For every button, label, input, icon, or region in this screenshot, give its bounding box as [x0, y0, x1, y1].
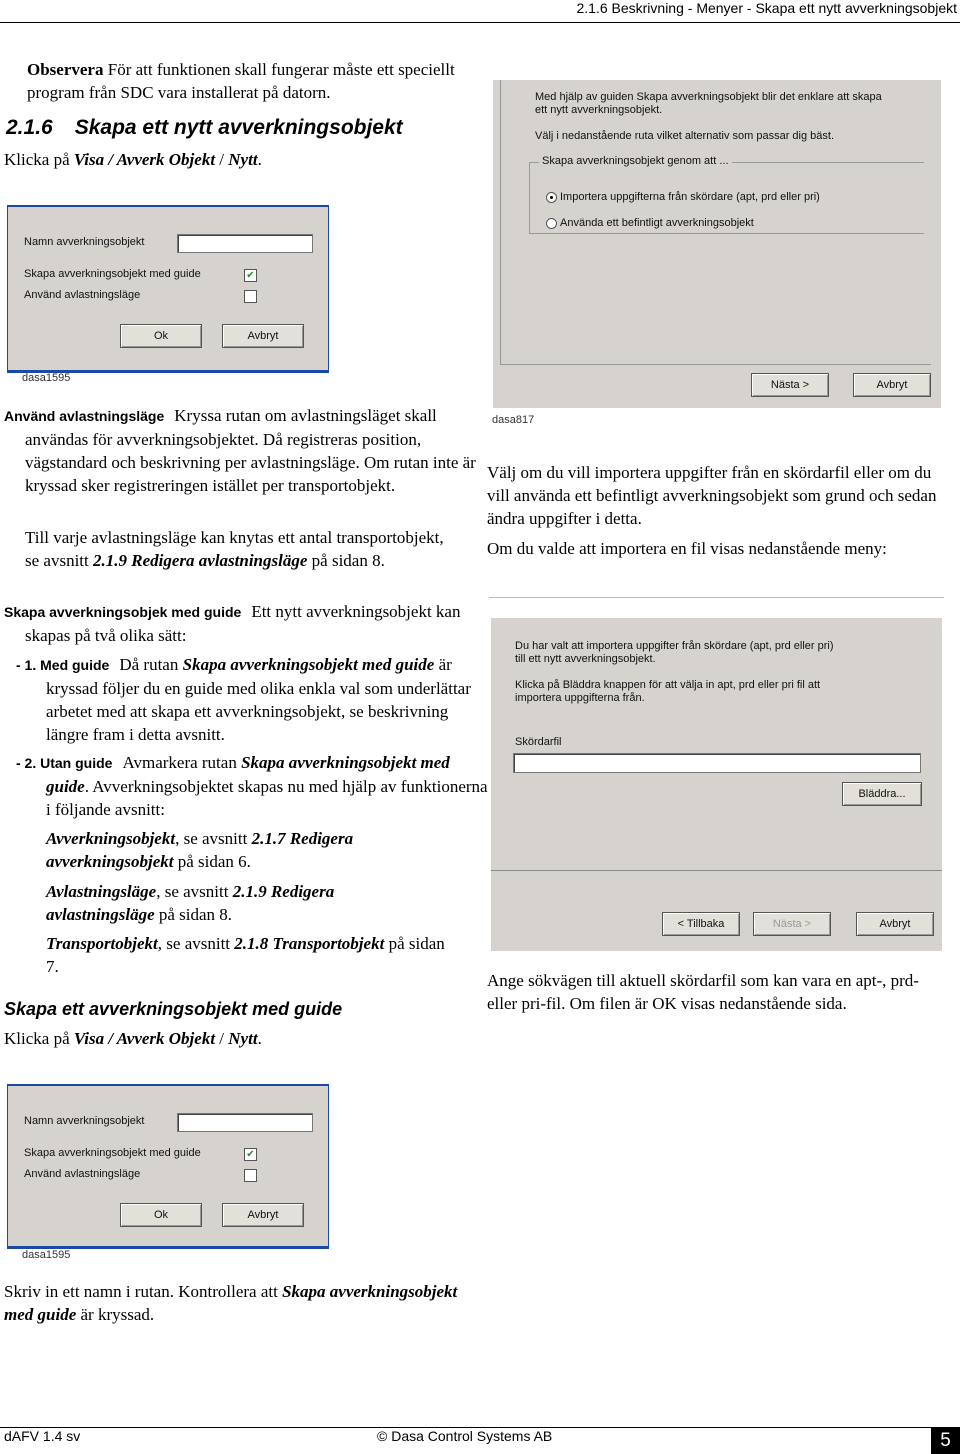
cancel-button[interactable]: Avbryt	[222, 324, 304, 348]
link-pre: Till varje avlastningsläge kan knytas ett antal transportobjekt, se avsnitt	[25, 528, 444, 570]
item1-term: - 1. Med guide	[16, 657, 110, 673]
ref-item	[46, 827, 446, 873]
guide-paragraph	[4, 600, 478, 647]
ref-item	[46, 880, 446, 926]
import-intro: Du har valt att importera uppgifter från skördare (apt, prd eller pri) till ett nytt avverkningsobjekt.	[515, 640, 834, 665]
item1-pre: Då rutan	[119, 655, 183, 674]
ref-mid: , se avsnitt	[157, 934, 235, 953]
name-label: Namn avverkningsobjekt	[24, 236, 145, 248]
import-dialog	[491, 618, 942, 951]
new-object-dialog	[7, 205, 329, 373]
figure-caption: dasa1595	[22, 372, 71, 384]
intro-instruction-2	[4, 1027, 262, 1050]
new-object-dialog-repeat	[7, 1084, 329, 1249]
intro-post: .	[257, 150, 262, 169]
right-paragraph-1: Välj om du vill importera uppgifter från en skördarfil eller om du vill använda ett befintligt avverkningsobjekt som grund och sedan ändra uppgifter i detta.	[487, 463, 937, 528]
link-paragraph	[25, 526, 457, 572]
guide-checkbox[interactable]: ✔	[244, 269, 257, 282]
section-title: Skapa ett nytt avverkningsobjekt	[74, 116, 403, 139]
ref-post: på sidan 6.	[173, 852, 251, 871]
item2-pre: Avmarkera rutan	[122, 753, 242, 772]
radio-import[interactable]	[546, 192, 557, 203]
unload-label: Använd avlastningsläge	[24, 289, 141, 301]
link-ref: 2.1.9 Redigera avlastningsläge	[93, 551, 308, 570]
sub-heading: Skapa ett avverkningsobjekt med guide	[4, 999, 343, 1019]
harvester-file-label: Skördarfil	[515, 736, 562, 748]
ref-name: Avverkningsobjekt	[46, 829, 176, 848]
page-number: 5	[931, 1427, 960, 1454]
list-item-without-guide	[16, 751, 488, 821]
item2-em: Skapa avverkningsobjekt med guide	[46, 753, 450, 796]
guide-label: Skapa avverkningsobjekt med guide	[24, 268, 201, 280]
menu-item: Nytt	[228, 150, 258, 169]
menu-path: Visa / Avverk Objekt	[73, 150, 216, 169]
unload-checkbox[interactable]	[244, 290, 257, 303]
intro2-sep: /	[215, 1029, 229, 1048]
ref-post: på sidan 8.	[154, 905, 233, 924]
option-group-label: Skapa avverkningsobjekt genom att ...	[539, 155, 732, 167]
back-button[interactable]: < Tillbaka	[662, 912, 740, 936]
menu-path: Visa / Avverk Objekt	[73, 1029, 216, 1048]
ref-name: Transportobjekt	[46, 934, 158, 953]
final-em: Skapa avverkningsobjekt med guide	[4, 1282, 458, 1324]
unload-label: Använd avlastningsläge	[24, 1168, 141, 1180]
ref-section: 2.1.8 Transportobjekt	[234, 934, 385, 953]
guide-checkbox[interactable]: ✔	[244, 1148, 257, 1161]
link-post: på sidan 8.	[307, 551, 385, 570]
radio-import-label: Importera uppgifterna från skördare (apt, prd eller pri)	[560, 191, 820, 203]
final-instruction	[4, 1280, 459, 1326]
unload-text: Kryssa rutan om avlastningsläget skall användas för avverkningsobjektet. Då registreras position, vägstandard och beskrivning per avlastningsläge. Om rutan inte är kryssad sker registreringen istället per transportobjekt.	[25, 406, 476, 495]
intro-pre: Klicka på	[4, 150, 74, 169]
figure-caption: dasa817	[492, 414, 535, 426]
ref-section: 2.1.9 Redigera avlastningsläge	[46, 882, 335, 924]
guide-term: Skapa avverkningsobjek med guide	[4, 604, 242, 620]
note-label: Observera	[27, 60, 104, 79]
unload-paragraph	[4, 404, 478, 497]
guide-intro: Med hjälp av guiden Skapa avverkningsobjekt blir det enklare att skapa ett nytt avverkningsobjekt.	[535, 91, 882, 116]
ref-mid: , se avsnitt	[175, 829, 252, 848]
name-input[interactable]	[177, 1113, 313, 1132]
guide-choose: Välj i nedanstående ruta vilket alternativ som passar dig bäst.	[535, 130, 834, 142]
final-post: är kryssad.	[76, 1305, 155, 1324]
unload-checkbox[interactable]	[244, 1169, 257, 1182]
cancel-button[interactable]: Avbryt	[222, 1203, 304, 1227]
ref-post: på sidan 7.	[46, 934, 445, 976]
intro2-pre: Klicka på	[4, 1029, 74, 1048]
section-number: 2.1.6	[6, 116, 53, 139]
intro2-post: .	[257, 1029, 262, 1048]
ref-item	[46, 932, 446, 978]
ref-mid: , se avsnitt	[156, 882, 233, 901]
harvester-file-input[interactable]	[513, 753, 921, 773]
name-label: Namn avverkningsobjekt	[24, 1115, 145, 1127]
dialog-separator	[491, 870, 942, 871]
guide-text: Ett nytt avverkningsobjekt kan skapas på två olika sätt:	[25, 602, 461, 645]
menu-item: Nytt	[228, 1029, 258, 1048]
radio-existing[interactable]	[546, 218, 557, 229]
ok-button[interactable]: Ok	[120, 324, 202, 348]
browse-button[interactable]: Bläddra...	[842, 782, 922, 806]
cancel-button[interactable]: Avbryt	[856, 912, 934, 936]
guide-dialog	[493, 80, 941, 408]
figure-caption: dasa1595	[22, 1249, 71, 1261]
item1-em: Skapa avverkningsobjekt med guide	[182, 655, 435, 674]
observation-note	[27, 58, 457, 104]
name-input[interactable]	[177, 234, 313, 253]
ok-button[interactable]: Ok	[120, 1203, 202, 1227]
item2-term: - 2. Utan guide	[16, 755, 113, 771]
radio-existing-label: Använda ett befintligt avverkningsobjekt	[560, 217, 754, 229]
right-paragraph-3: Ange sökvägen till aktuell skördarfil som kan vara en apt-, prd- eller pri-fil. Om filen är OK visas nedanstående sida.	[487, 971, 919, 1013]
next-button-disabled[interactable]: Nästa >	[753, 912, 831, 936]
section-heading	[6, 116, 403, 140]
item1-post: är kryssad följer du en guide med olika enkla val som underlättar arbetet med att skapa ett avverkningsobjekt, se beskrivning längre fram i detta avsnitt.	[46, 655, 471, 744]
item2-post: . Avverkningsobjektet skapas nu med hjälp av funktionerna i följande avsnitt:	[46, 777, 488, 819]
ref-name: Avlastningsläge	[46, 882, 157, 901]
footer-copyright: © Dasa Control Systems AB	[377, 1428, 553, 1444]
intro-sep: /	[215, 150, 229, 169]
right-paragraph-2: Om du valde att importera en fil visas nedanstående meny:	[487, 539, 887, 558]
unload-term: Använd avlastningsläge	[4, 408, 165, 424]
final-pre: Skriv in ett namn i rutan. Kontrollera att	[4, 1282, 283, 1301]
guide-label: Skapa avverkningsobjekt med guide	[24, 1147, 201, 1159]
ref-section: 2.1.7 Redigera avverkningsobjekt	[46, 829, 354, 871]
cancel-button[interactable]: Avbryt	[853, 373, 931, 397]
footer-version: dAFV 1.4 sv	[4, 1428, 81, 1444]
next-button[interactable]: Nästa >	[751, 373, 829, 397]
dialog-top-edge	[489, 597, 944, 598]
list-item-with-guide	[16, 653, 488, 746]
intro-instruction	[4, 148, 262, 171]
import-hint: Klicka på Bläddra knappen för att välja in apt, prd eller pri fil att importera uppgifterna från.	[515, 679, 821, 704]
note-text: För att funktionen skall fungerar måste ett speciellt program från SDC vara installerat på datorn.	[27, 60, 455, 102]
header-title: 2.1.6 Beskrivning - Menyer - Skapa ett nytt avverkningsobjekt	[576, 0, 957, 16]
